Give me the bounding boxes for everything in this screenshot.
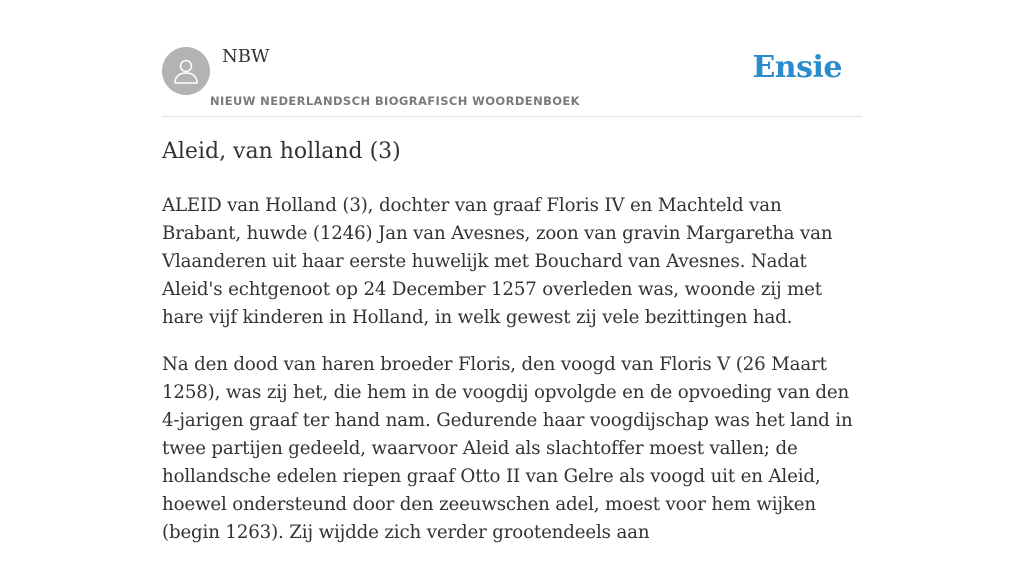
- author-name[interactable]: NBW: [222, 46, 270, 67]
- brand-logo[interactable]: Ensie: [752, 50, 842, 85]
- article-header: [162, 0, 862, 117]
- page-title: Aleid, van holland (3): [162, 139, 401, 164]
- article-paragraph: ALEID van Holland (3), dochter van graaf Floris IV en Machteld van Brabant, huwde (1246) Jan van Avesnes, zoon van gravin Margaretha van Vlaanderen uit haar eerste huwelijk met Bouchard van Avesnes. Nadat Aleid's echtgenoot op 24 December 1257 overleden was, woonde zij met hare vijf kinderen in Holland, in welk gewest zij vele bezittingen had.: [162, 195, 833, 328]
- article-body: [162, 192, 862, 566]
- user-icon: [171, 56, 201, 86]
- article-paragraph: Na den dood van haren broeder Floris, den voogd van Floris V (26 Maart 1258), was zij het, die hem in de voogdij opvolgde en de opvoeding van den 4-jarigen graaf ter hand nam. Gedurende haar voogdijschap was het land in twee partijen gedeeld, waarvoor Aleid als slachtoffer moest vallen; de hollandsche edelen riepen graaf Otto II van Gelre als voogd uit en Aleid, hoewel ondersteund door den zeeuwschen adel, moest voor hem wijken (begin 1263). Zij wijdde zich verder grootendeels aan: [162, 354, 853, 543]
- source-subtitle: NIEUW NEDERLANDSCH BIOGRAFISCH WOORDENBOEK: [210, 94, 580, 108]
- avatar[interactable]: [162, 47, 210, 95]
- content-container: [162, 0, 862, 543]
